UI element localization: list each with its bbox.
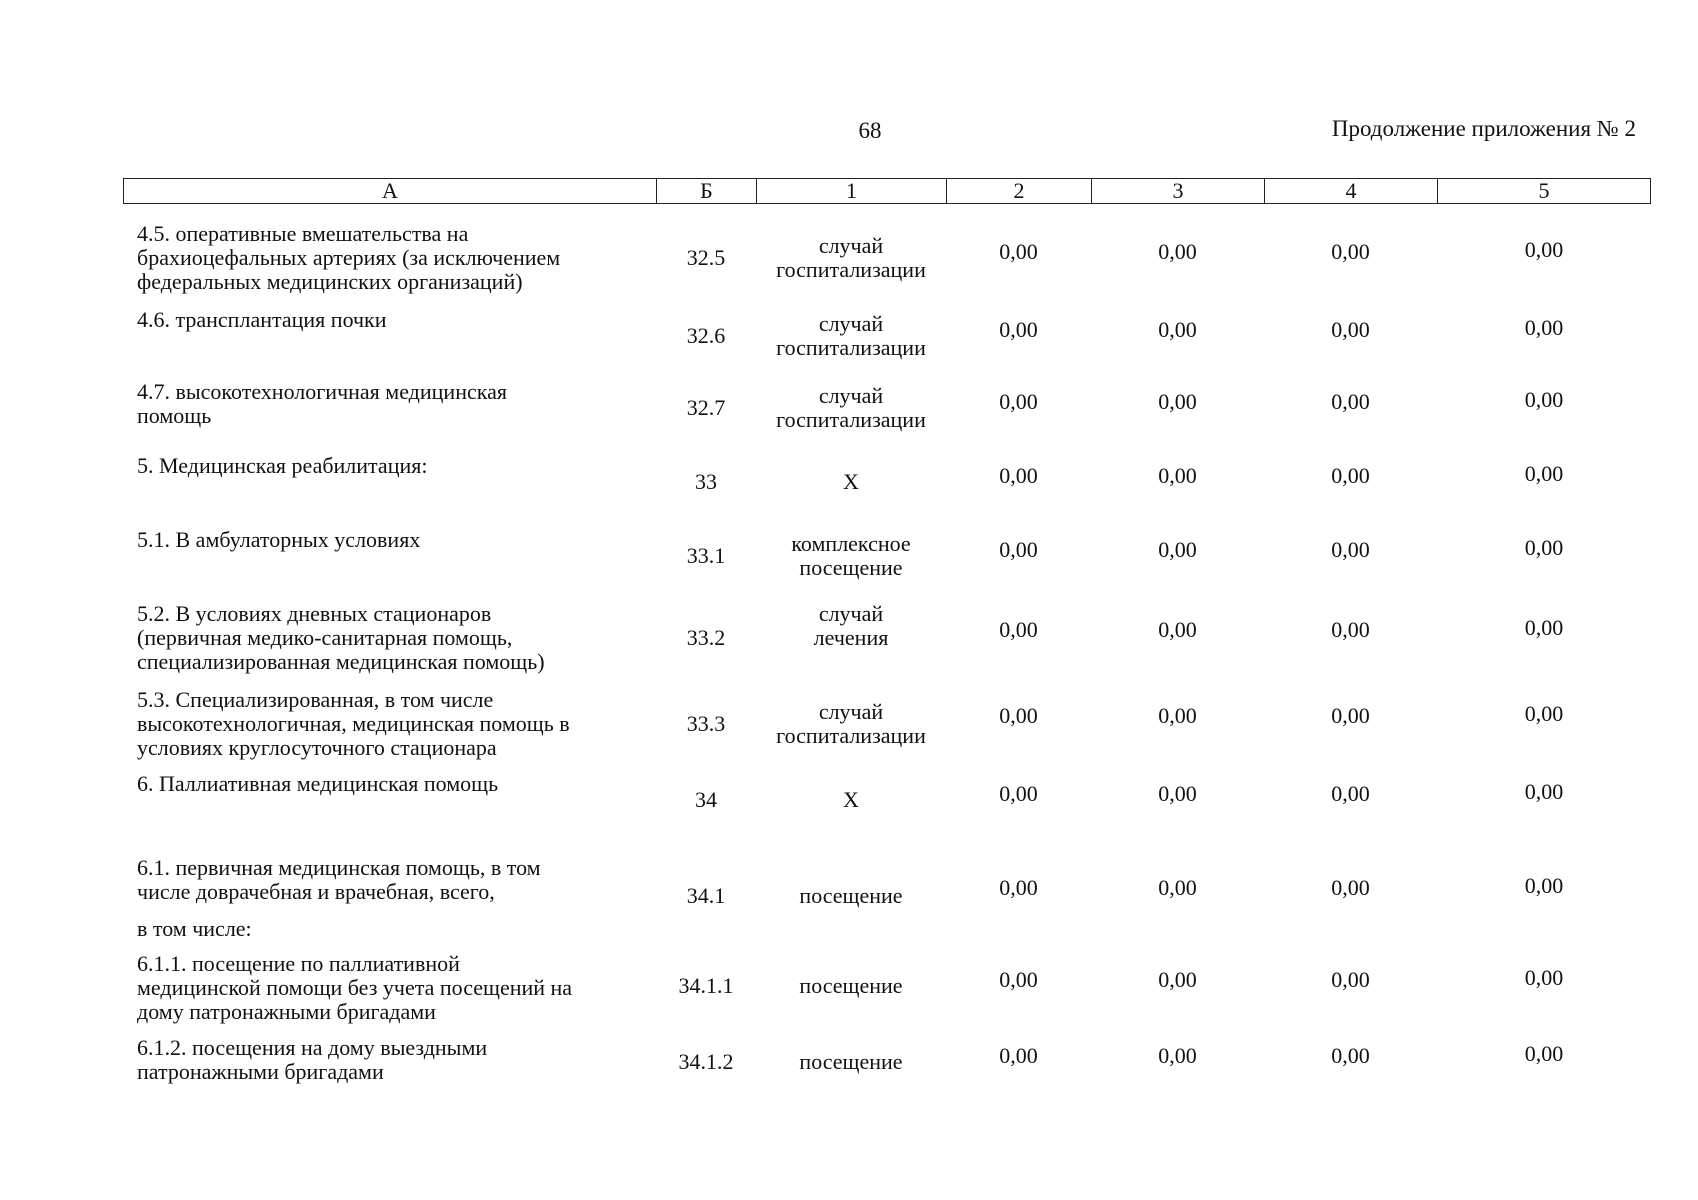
table-header xyxy=(123,178,1651,204)
row-value-5: 0,00 xyxy=(1524,873,1564,898)
row-name: 5. Медицинская реабилитация: xyxy=(137,453,428,478)
row-value-3: 0,00 xyxy=(1158,967,1197,992)
row-value-4: 0,00 xyxy=(1331,617,1370,642)
row-value-4: 0,00 xyxy=(1331,239,1370,264)
row-code: 34 xyxy=(695,787,717,812)
row-value-4: 0,00 xyxy=(1331,875,1370,900)
row-value-4: 0,00 xyxy=(1331,703,1370,728)
row-unit: случай госпитализации xyxy=(776,383,926,432)
row-code: 33 xyxy=(695,469,717,494)
row-name: 4.6. трансплантация почки xyxy=(137,307,387,332)
row-value-2: 0,00 xyxy=(999,317,1038,342)
row-value-2: 0,00 xyxy=(999,875,1038,900)
row-value-3: 0,00 xyxy=(1158,1043,1197,1068)
row-value-2: 0,00 xyxy=(999,389,1038,414)
row-value-3: 0,00 xyxy=(1158,389,1197,414)
row-value-5: 0,00 xyxy=(1524,387,1564,412)
row-value-5: 0,00 xyxy=(1524,315,1564,340)
row-value-3: 0,00 xyxy=(1158,239,1197,264)
row-value-4: 0,00 xyxy=(1331,317,1370,342)
row-value-5: 0,00 xyxy=(1524,1041,1564,1066)
row-unit: посещение xyxy=(799,973,903,998)
row-value-5: 0,00 xyxy=(1524,701,1564,726)
row-value-5: 0,00 xyxy=(1524,779,1564,804)
row-code: 34.1.1 xyxy=(678,973,734,998)
header-col-4: 4 xyxy=(1265,179,1438,203)
header-col-5: 5 xyxy=(1538,178,1550,203)
row-name: 6. Паллиативная медицинская помощь xyxy=(137,771,499,796)
row-name: 5.3. Специализированная, в том числе высокотехнологичная, медицинская помощь в условиях круглосуточного стационара xyxy=(137,687,570,760)
row-unit: Х xyxy=(843,787,859,812)
row-unit: случай госпитализации xyxy=(776,699,926,748)
row-value-4: 0,00 xyxy=(1331,537,1370,562)
row-unit: случай госпитализации xyxy=(776,311,926,360)
row-value-4: 0,00 xyxy=(1331,463,1370,488)
header-col-3: 3 xyxy=(1092,179,1265,203)
appendix-note: Продолжение приложения № 2 xyxy=(1331,116,1636,141)
row-value-5: 0,00 xyxy=(1524,461,1564,486)
row-name: 6.1. первичная медицинская помощь, в том числе доврачебная и врачебная, всего, xyxy=(137,855,541,904)
row-value-4: 0,00 xyxy=(1331,967,1370,992)
row-unit: Х xyxy=(843,469,859,494)
row-value-2: 0,00 xyxy=(999,967,1038,992)
row-name: 5.2. В условиях дневных стационаров (первичная медико-санитарная помощь, специализированная медицинская помощь) xyxy=(137,601,545,674)
row-name: в том числе: xyxy=(137,916,252,941)
row-value-2: 0,00 xyxy=(999,781,1038,806)
row-unit: комплексное посещение xyxy=(791,531,911,580)
row-code: 33.3 xyxy=(686,711,726,736)
row-value-3: 0,00 xyxy=(1158,317,1197,342)
row-value-3: 0,00 xyxy=(1158,537,1197,562)
row-name: 4.5. оперативные вмешательства на брахиоцефальных артериях (за исключением федеральных медицинских организаций) xyxy=(137,221,561,294)
row-code: 33.2 xyxy=(686,625,726,650)
row-unit: случай лечения xyxy=(813,601,889,650)
row-value-3: 0,00 xyxy=(1158,703,1197,728)
row-code: 32.5 xyxy=(686,245,726,270)
row-value-5: 0,00 xyxy=(1524,535,1564,560)
row-name: 5.1. В амбулаторных условиях xyxy=(137,527,421,552)
row-code: 34.1.2 xyxy=(678,1049,734,1074)
row-value-2: 0,00 xyxy=(999,537,1038,562)
row-name: 6.1.1. посещение по паллиативной медицинской помощи без учета посещений на дому патронажными бригадами xyxy=(137,951,573,1024)
row-value-2: 0,00 xyxy=(999,239,1038,264)
row-code: 33.1 xyxy=(686,543,726,568)
row-unit: случай госпитализации xyxy=(776,233,926,282)
row-value-2: 0,00 xyxy=(999,1043,1038,1068)
header-col-2: 2 xyxy=(947,179,1092,203)
row-value-2: 0,00 xyxy=(999,617,1038,642)
row-value-4: 0,00 xyxy=(1331,389,1370,414)
row-unit: посещение xyxy=(799,1049,903,1074)
header-col-1: 1 xyxy=(757,179,947,203)
row-value-3: 0,00 xyxy=(1158,781,1197,806)
row-value-5: 0,00 xyxy=(1524,615,1564,640)
page-number: 68 xyxy=(858,118,882,143)
row-value-5: 0,00 xyxy=(1524,965,1564,990)
row-value-2: 0,00 xyxy=(999,703,1038,728)
row-name: 4.7. высокотехнологичная медицинская помощь xyxy=(137,379,507,428)
data-table xyxy=(123,178,1651,1084)
header-col-a: А xyxy=(124,179,657,203)
row-code: 32.6 xyxy=(686,323,726,348)
row-value-4: 0,00 xyxy=(1331,1043,1370,1068)
row-unit: посещение xyxy=(799,883,903,908)
row-value-4: 0,00 xyxy=(1331,781,1370,806)
header-col-b: Б xyxy=(657,179,757,203)
row-name: 6.1.2. посещения на дому выездными патронажными бригадами xyxy=(137,1035,488,1084)
row-code: 32.7 xyxy=(686,395,726,420)
row-value-5: 0,00 xyxy=(1524,237,1564,262)
row-value-3: 0,00 xyxy=(1158,875,1197,900)
row-code: 34.1 xyxy=(686,883,726,908)
row-value-3: 0,00 xyxy=(1158,617,1197,642)
row-value-3: 0,00 xyxy=(1158,463,1197,488)
row-value-2: 0,00 xyxy=(999,463,1038,488)
